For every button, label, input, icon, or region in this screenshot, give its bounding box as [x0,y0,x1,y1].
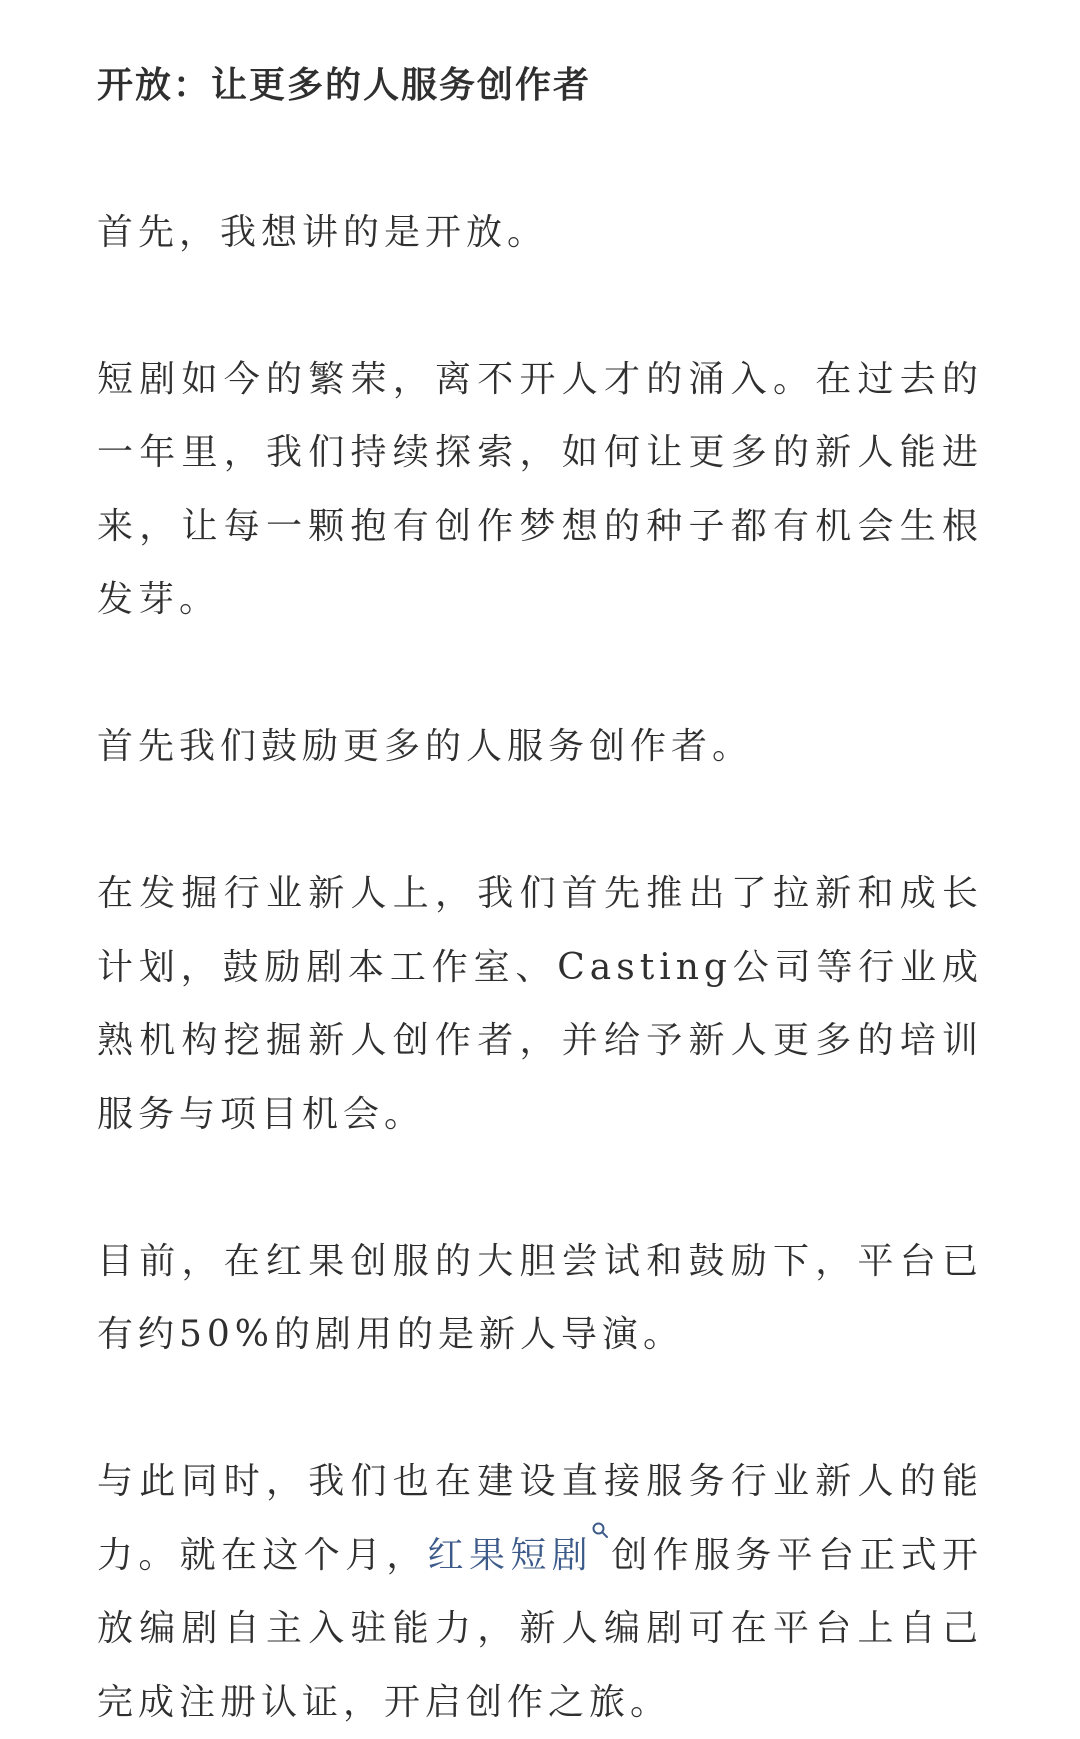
paragraph-program: 在发掘行业新人上，我们首先推出了拉新和成长计划，鼓励剧本工作室、Casting公司等行业成熟机构挖掘新人创作者，并给予新人更多的培训服务与项目机会。 [97,873,983,1135]
article-body [97,48,983,1739]
paragraph-platform-text-after: 创作服务平台正式开放编剧自主入驻能力，新人编剧可在平台上自己完成注册认证，开启创作之旅。 [97,1534,983,1723]
hongguo-shortdrama-link[interactable] [428,1535,611,1576]
paragraph-spacer [97,269,983,343]
paragraph-spacer [97,1372,983,1446]
paragraph-spacer [97,122,983,196]
paragraph-spacer [97,1151,983,1225]
section-heading: 开放：让更多的人服务创作者 [97,64,592,106]
paragraph-spacer [97,637,983,711]
paragraph-encourage: 首先我们鼓励更多的人服务创作者。 [97,726,754,767]
paragraph-spacer [97,784,983,858]
paragraph-talent: 短剧如今的繁荣，离不开人才的涌入。在过去的一年里，我们持续探索，如何让更多的新人能进来，让每一颗抱有创作梦想的种子都有机会生根发芽。 [97,358,983,620]
paragraph-platform [97,1445,983,1739]
paragraph-platform-text-before: 与此同时，我们也在建设直接服务行业新人的能力。就在这个月， [97,1461,983,1576]
paragraph-intro: 首先，我想讲的是开放。 [97,211,549,253]
search-icon[interactable] [591,1521,609,1539]
hongguo-shortdrama-link-text: 红果短剧 [427,1534,593,1576]
paragraph-stats: 目前，在红果创服的大胆尝试和鼓励下，平台已有约50%的剧用的是新人导演。 [97,1240,983,1355]
